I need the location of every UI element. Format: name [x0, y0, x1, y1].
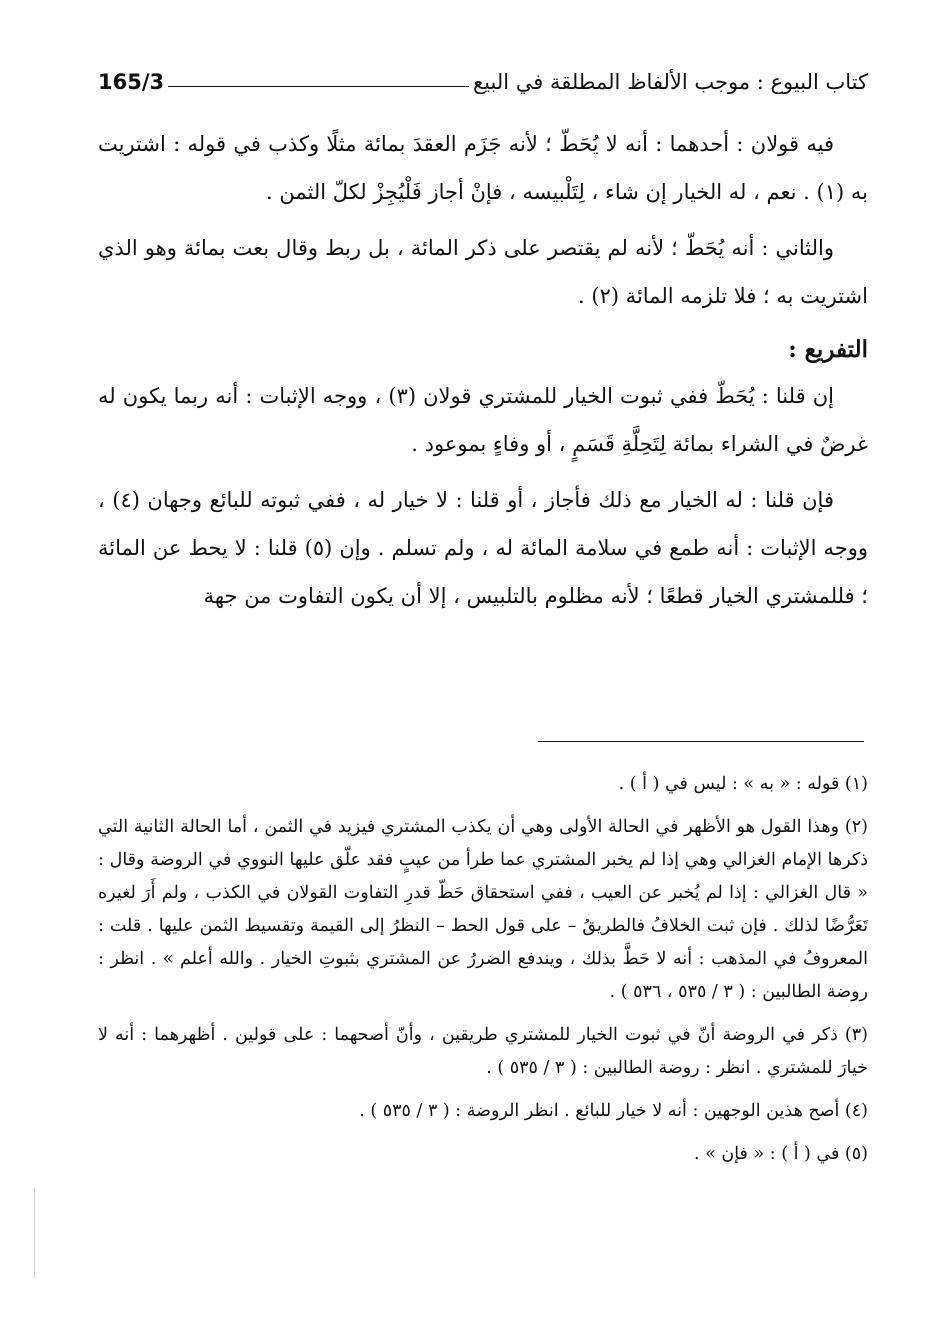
- section-heading: التفريع :: [788, 336, 868, 363]
- footnote-1: (١) قوله : « به » : ليس في ( أ ) .: [618, 774, 868, 794]
- footnote-2: (٢) وهذا القول هو الأظهر في الحالة الأولى وهي أن يكذب المشتري فيزيد في الثمن ، أما الحالة الثانية التي ذكرها الإمام الغزالي وهي إذا لم يخبر المشتري عما طرأ من عيبٍ فقد علّق عليها النووي في الروضة وقال : « قال الغزالي : إذا لم يُخبر عن العيب ، ففي استحقاق حَطّ قدرِ التفاوت القولان في الكذب ، ولم أَرَ لغيره تَعَرُّضًا لذلك . فإن ثبت الخلافُ فالطريقُ – على قول الحط – النظرُ إلى القيمة وتقسيط الثمن عليها . قلت : المعروفُ في المذهب : أنه لا حَطَّ بذلك ، ويندفع الضررُ عن المشتري بثبوتِ الخيار . والله أعلم » . انظر : روضة الطالبين : ( ٣ / ٥٣٥ ، ٥٣٦ ) .: [98, 817, 868, 1002]
- paragraph-4: فإن قلنا : له الخيار مع ذلك فأجاز ، أو قلنا : لا خيار له ، ففي ثبوته للبائع وجهان (٤) ، ووجه الإثبات : أنه طمع في سلامة المائة له ، ولم تسلم . وإن (٥) قلنا : لا يحط عن المائة ؛ فللمشتري الخيار قطعًا ؛ لأنه مظلوم بالتلبيس ، إلا أن يكون التفاوت من جهة: [98, 488, 868, 608]
- footnote-5: (٥) في ( أ ) : « فإن » .: [693, 1144, 868, 1164]
- paragraph-1: فيه قولان : أحدهما : أنه لا يُحَطّ ؛ لأنه جَزَم العقدَ بمائة مثلًا وكذب في قوله : اشتريت به (١) . نعم ، له الخيار إن شاء ، لِتَلْبيسه ، فإنْ أجاز فَلْيُجِزْ لكلّ الثمن .: [98, 132, 868, 204]
- main-text: [98, 120, 868, 628]
- paragraph-2: والثاني : أنه يُحَطّ ؛ لأنه لم يقتصر على ذكر المائة ، بل ربط وقال بعت بمائة وهو الذي اشتريت به ؛ فلا تلزمه المائة (٢) .: [98, 236, 868, 308]
- paragraph-3: إن قلنا : يُحَطّ ففي ثبوت الخيار للمشتري قولان (٣) ، ووجه الإثبات : أنه ربما يكون له غرضٌ في الشراء بمائة لِتَحِلَّةِ قَسَمٍ ، أو وفاءٍ بموعود .: [98, 384, 868, 456]
- header-rule: [168, 86, 469, 87]
- scan-edge-line: [34, 1188, 36, 1278]
- footnote-separator: [538, 741, 864, 742]
- running-header: [98, 62, 868, 102]
- footnote-3: (٣) ذكر في الروضة أنّ في ثبوت الخيار للمشتري طريقين ، وأنّ أصحهما : على قولين . أظهرهما : أنه لا خيارَ للمشتري . انظر : روضة الطالبين : ( ٣ / ٥٣٥ ) .: [98, 1025, 868, 1078]
- footnote-4: (٤) أصح هذين الوجهين : أنه لا خيار للبائع . انظر الروضة : ( ٣ / ٥٣٥ ) .: [359, 1101, 868, 1121]
- page-number: 165/3: [98, 70, 165, 94]
- header-title: كتاب البيوع : موجب الألفاظ المطلقة في البيع: [472, 70, 868, 94]
- footnotes: [98, 768, 868, 1181]
